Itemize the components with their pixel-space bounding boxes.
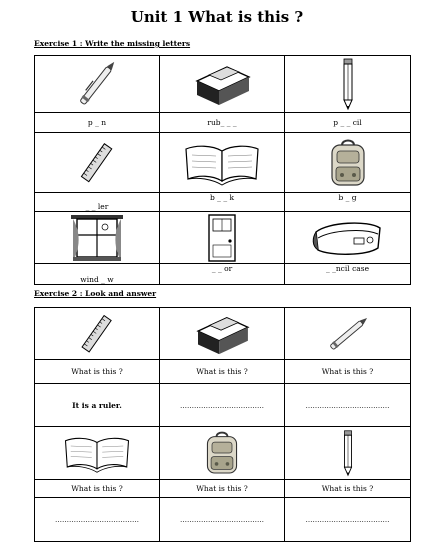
bag-picture-cell [285,133,411,193]
bag-picture-cell-2 [160,427,285,480]
example-answer: It is a ruler. [35,384,160,427]
pen-label: p _ n [35,113,160,133]
answer-blank-dots: ……………………………… [305,401,390,410]
window-icon [67,213,127,263]
bag-icon [202,429,242,477]
answer-blank-dots: ……………………………… [305,516,390,524]
book-icon [62,430,132,476]
pen-icon [318,310,378,358]
bag-icon [326,137,370,189]
bag-label: b _ g [285,193,411,212]
ruler-icon [77,138,117,188]
rubber-picture-cell-2 [160,308,285,360]
rubber-icon [187,310,257,358]
pencil-case-icon [308,216,388,260]
pencil-case-picture-cell [285,212,411,264]
pencil-picture-cell-2 [285,427,411,480]
rubber-label: rub_ _ _ [160,113,285,133]
door-label: _ _ or [160,264,285,285]
rubber-icon [187,59,257,109]
window-label: wind _ w [35,264,160,285]
book-picture-cell-2 [35,427,160,480]
question-4: What is this ? [35,480,160,498]
question-2: What is this ? [160,360,285,384]
question-3: What is this ? [285,360,411,384]
pencil-icon [338,429,358,477]
answer-blank-dots: ……………………………… [55,516,139,524]
pencil-case-label: _ _ncil case [285,264,411,285]
answer-blank-3[interactable] [285,384,411,427]
exercise-1-heading: Exercise 1 : Write the missing letters [34,39,191,48]
rubber-picture-cell [160,56,285,113]
book-icon [182,137,262,189]
question-1: What is this ? [35,360,160,384]
book-label: b _ _ k [160,193,285,212]
answer-blank-dots: ……………………………… [180,516,264,524]
pen-picture-cell-2 [285,308,411,360]
worksheet-title: Unit 1 What is this ? [130,8,304,26]
ruler-icon [77,310,117,358]
pencil-icon [338,57,358,111]
ruler-picture-cell-2 [35,308,160,360]
pen-icon [67,57,127,111]
question-5: What is this ? [160,480,285,498]
window-picture-cell [35,212,160,264]
ruler-picture-cell [35,133,160,193]
answer-blank-4[interactable] [35,498,160,542]
pencil-label: p _ _ cil [285,113,411,133]
pen-picture-cell [35,56,160,113]
exercise-2-heading: Exercise 2 : Look and answer [34,289,157,298]
question-6: What is this ? [285,480,411,498]
answer-blank-dots: ……………………………… [180,401,264,410]
answer-blank-2[interactable] [160,384,285,427]
answer-blank-6[interactable] [285,498,411,542]
ruler-label: _ _ ler [35,193,160,212]
answer-blank-5[interactable] [160,498,285,542]
door-picture-cell [160,212,285,264]
door-icon [205,213,239,263]
exercise-2-table [34,307,411,542]
exercise-1-table [34,55,411,285]
pencil-picture-cell [285,56,411,113]
book-picture-cell [160,133,285,193]
